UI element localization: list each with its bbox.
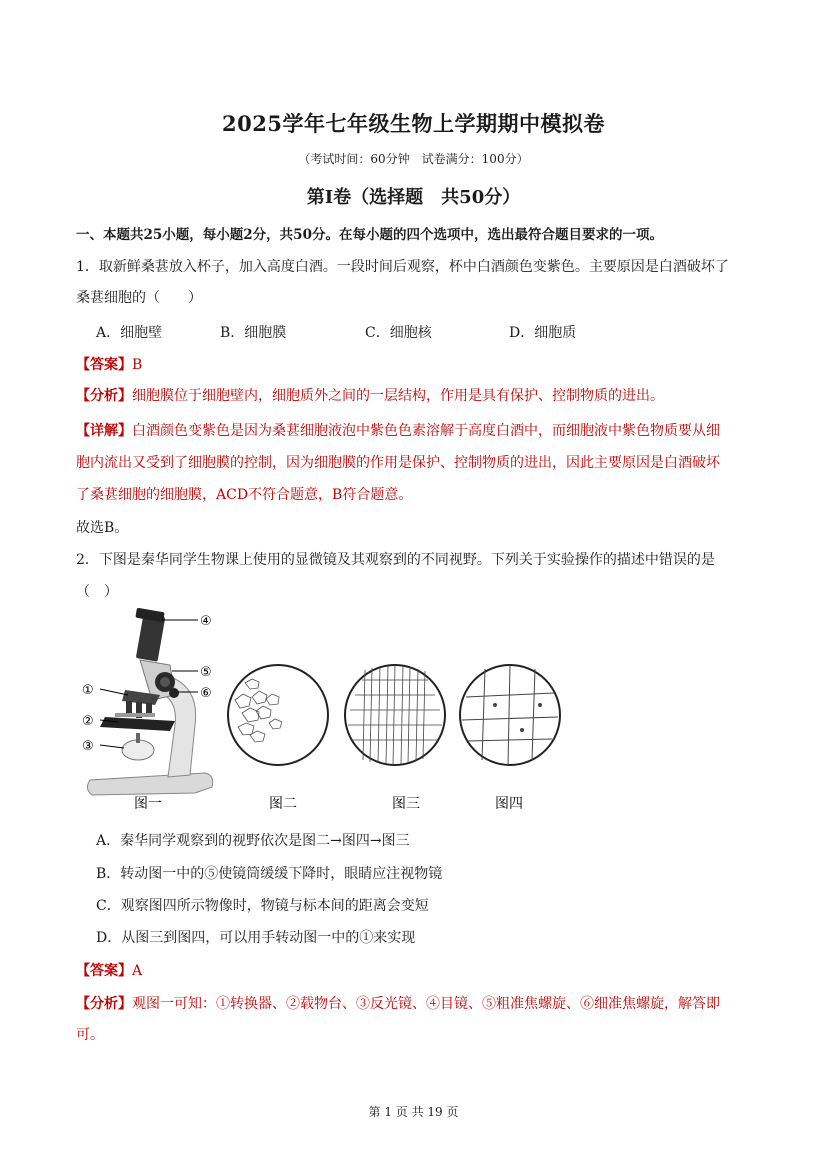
q2-analysis-line2: 可。	[76, 1027, 104, 1043]
page-number: 第 1 页 共 19 页	[368, 1105, 459, 1119]
marker-1: ①	[82, 683, 94, 698]
marker-5: ⑤	[200, 665, 212, 680]
q1-detail-tag: 【详解】	[76, 423, 132, 439]
q1-detail-line3: 了桑葚细胞的细胞膜，ACD不符合题意，B符合题意。	[76, 487, 413, 503]
q1-conclusion: 故选B。	[76, 520, 129, 536]
q2-analysis-line1	[76, 993, 766, 1015]
view-2-circle	[228, 665, 328, 765]
q1-answer-value: B	[132, 357, 143, 373]
view-3-circle	[345, 665, 445, 765]
marker-2: ②	[82, 714, 94, 729]
marker-4: ④	[200, 614, 212, 629]
q2-option-d: D．从图三到图四，可以用手转动图一中的①来实现	[96, 930, 416, 946]
q2-answer-value: A	[132, 963, 143, 979]
q1-answer	[76, 354, 766, 376]
q2-option-c: C．观察图四所示物像时，物镜与标本间的距离会变短	[96, 898, 429, 914]
q2-option-a: A．秦华同学观察到的视野依次是图二→图四→图三	[96, 833, 410, 849]
q2-analysis-tag: 【分析】	[76, 996, 132, 1012]
q1-stem-line2: 桑葚细胞的（ ）	[76, 290, 202, 306]
label-fig3: 图三	[392, 796, 420, 812]
q1-stem-line1: 1．取新鲜桑葚放入杯子，加入高度白酒。一段时间后观察，杯中白酒颜色变紫色。主要原因是白酒破坏了	[76, 259, 729, 275]
q1-option-b: B．细胞膜	[220, 325, 287, 341]
q1-option-c: C．细胞核	[365, 325, 432, 341]
page-title: 2025学年七年级生物上学期期中模拟卷	[222, 111, 605, 136]
q2-answer-tag: 【答案】	[76, 963, 132, 979]
q1-detail-line1	[76, 420, 766, 442]
q2-stem-line2: （ ）	[76, 584, 118, 600]
q2-answer	[76, 960, 766, 982]
view-4-circle	[460, 665, 560, 765]
section-title: 第Ⅰ卷（选择题 共50分）	[306, 187, 521, 208]
exam-info: （考试时间：60分钟 试卷满分：100分）	[298, 152, 529, 166]
microscope-illustration	[87, 608, 212, 795]
q2-analysis-text1: 观图一可知：①转换器、②载物台、③反光镜、④目镜、⑤粗准焦螺旋、⑥细准焦螺旋，解答即	[132, 996, 720, 1012]
label-fig2: 图二	[269, 796, 297, 812]
q1-answer-tag: 【答案】	[76, 357, 132, 373]
q1-detail-line2: 胞内流出又受到了细胞膜的控制，因为细胞膜的作用是保护、控制物质的进出，因此主要原因是白酒破坏	[76, 455, 720, 471]
q1-analysis-tag: 【分析】	[76, 388, 132, 404]
label-fig1: 图一	[134, 796, 162, 812]
q1-analysis	[76, 385, 766, 407]
instructions: 一、本题共25小题，每小题2分，共50分。在每小题的四个选项中，选出最符合题目要求的一项。	[76, 227, 663, 243]
microscope-figure	[70, 605, 590, 820]
q2-stem-line1: 2．下图是秦华同学生物课上使用的显微镜及其观察到的不同视野。下列关于实验操作的描述中错误的是	[76, 552, 715, 568]
q1-option-d: D．细胞质	[509, 325, 577, 341]
marker-3: ③	[82, 739, 94, 754]
marker-6: ⑥	[200, 686, 212, 701]
q1-option-a: A．细胞壁	[96, 325, 163, 341]
q1-detail-text1: 白酒颜色变紫色是因为桑葚细胞液泡中紫色色素溶解于高度白酒中，而细胞液中紫色物质要从细	[132, 423, 720, 439]
q2-option-b: B．转动图一中的⑤使镜筒缓缓下降时，眼睛应注视物镜	[96, 866, 443, 882]
label-fig4: 图四	[495, 796, 523, 812]
q1-analysis-text: 细胞膜位于细胞壁内，细胞质外之间的一层结构，作用是具有保护、控制物质的进出。	[132, 388, 664, 404]
